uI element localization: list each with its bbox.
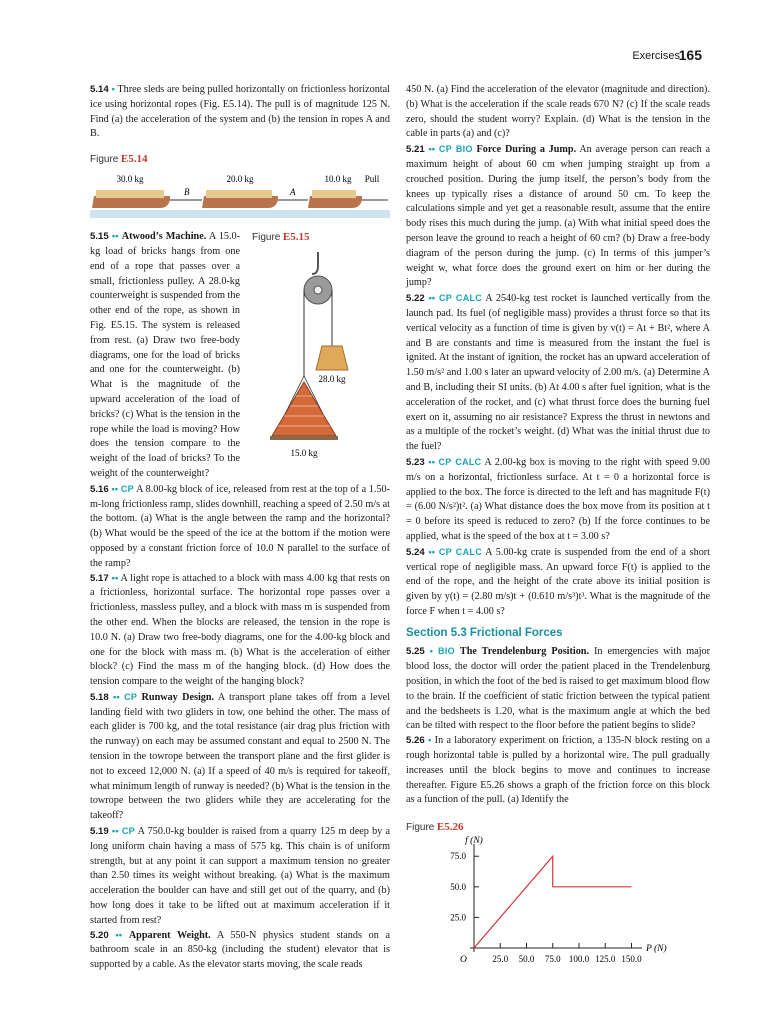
problem-number: 5.26 <box>406 735 425 747</box>
series-line <box>474 856 632 948</box>
pull-label: Pull <box>364 174 380 185</box>
problem-title: Apparent Weight. <box>128 929 211 941</box>
problem-text: A 550-N physics student stands on a bathroom scale in an 850-kg (including the student) elevator that is supported by a cable. As the elevator starts moving, the scale reads <box>90 929 391 971</box>
figure-label: Figure <box>406 822 435 834</box>
problem-5-25 <box>406 644 710 734</box>
problem-text: A transport plane takes off from a level landing field with two gliders in tow, one behind the other. The mass of each glider is 700 kg, and the total resistance (air drag plus friction with the runway) on each may be assumed constant and equal to 2500 N. The tension in the towrope between the transport plane and the first glider is not to exceed 12,000 N. (a) If a speed of 40 m/s is required for takeoff, what minimum length of runway is needed? (b) What is the tension in the towrope between the two gliders while they are accelerating for the takeoff? <box>90 691 391 822</box>
difficulty-dots: •• <box>428 293 436 305</box>
difficulty-dots: •• <box>111 483 119 495</box>
problem-tag: CP CALC <box>438 293 483 304</box>
problem-5-21 <box>406 142 710 291</box>
problem-number: 5.18 <box>90 691 109 703</box>
problem-text: In a laboratory experiment on friction, a 135-N block resting on a rough horizontal table is pulled by a horizontal wire. The pull gradually increases until the block begins to move and continues to increase thereafter. Figure E5.26 shows a graph of the friction force on this block as a function of the pull. (a) Identify the <box>406 735 711 806</box>
counterweight <box>316 346 348 370</box>
problem-tag: CP <box>124 691 138 702</box>
problem-tag: CP BIO <box>438 144 473 155</box>
problem-title: Force During a Jump. <box>476 144 577 156</box>
problem-number: 5.14 <box>90 84 109 95</box>
figure-caption <box>90 152 148 168</box>
friction-graph <box>406 836 706 968</box>
difficulty-dots: • <box>429 646 434 658</box>
difficulty-dots: •• <box>115 929 123 941</box>
pallet <box>270 436 338 440</box>
problem-5-14 <box>90 83 390 142</box>
atwood-diagram <box>240 246 390 476</box>
problem-title: Atwood’s Machine. <box>121 231 207 243</box>
problem-5-23 <box>406 455 710 545</box>
figure-caption <box>240 230 390 246</box>
problem-tag: CP <box>121 826 135 837</box>
difficulty-dots: •• <box>428 144 436 156</box>
difficulty-dots: •• <box>111 572 119 584</box>
ceiling-hook <box>312 252 318 274</box>
problem-number: 5.25 <box>406 646 425 658</box>
problem-text: An average person can reach a maximum height of about 60 cm when jumping straight up from a crouched position. During the jump itself, the person’s body from the knees up typically rises a distance of around 50 cm. To keep the calculations simple and yet get a reasonable result, assume that the entire body rises this much during the jump. (a) With what initial speed does the person leave the ground to reach a height of 60 cm? (b) Draw a free-body diagram of the person during the jump. (c) In terms of this jumper’s weight w, what force does the ground exert on him or her during the jump? <box>406 144 711 289</box>
figure-e5-14 <box>90 150 390 230</box>
problem-tag: CP CALC <box>438 546 482 557</box>
problem-5-18 <box>90 690 390 824</box>
problem-number: 5.22 <box>406 293 425 305</box>
problem-5-16 <box>90 482 390 572</box>
difficulty-dots: • <box>428 735 432 747</box>
difficulty-dots: •• <box>113 691 120 703</box>
problem-text: A 750.0-kg boulder is raised from a quarry 125 m deep by a long uniform chain having a mass of 575 kg. This chain is of uniform strength, but at any point it can support a maximum tension no greater than 2.50 times its weight without breaking. (a) What is the maximum acceleration the boulder can have and still get out of the quarry, and (b) how long does it take to be lifted out at maximum acceleration if it started from rest? <box>90 826 391 926</box>
problem-5-20-continued: 450 N. (a) Find the acceleration of the elevator (magnitude and direction). (b) What is the acceleration if the scale reads 670 N? (c) If the scale reads zero, should the student worry? Explain. (d) What is the tension in the cable in parts (a) and (c)? <box>406 84 710 140</box>
problem-number: 5.16 <box>90 483 109 495</box>
problem-text: A 5.00-kg crate is suspended from the end of a short vertical rope of negligible mass. An upward force F(t) is applied to the end of the rope, and the height of the crate above its initial position is given by y(t) = (2.80 m/s)t + (0.610 m/s³)t³. What is the magnitude of the force F when t = 4.00 s? <box>406 546 711 617</box>
problem-5-19 <box>90 824 390 929</box>
figure-caption <box>406 820 710 836</box>
problem-5-22 <box>406 291 710 455</box>
y-tick-label: 75.0 <box>450 851 466 862</box>
problem-number: 5.15 <box>90 231 109 243</box>
x-tick-label: 25.0 <box>492 954 509 965</box>
difficulty-dots: •• <box>428 546 436 558</box>
x-axis-label: P (N) <box>646 944 667 955</box>
figure-e5-26 <box>406 820 710 970</box>
x-tick-label: 100.0 <box>568 954 590 965</box>
problem-number: 5.19 <box>90 826 109 838</box>
problem-number: 5.24 <box>406 546 425 558</box>
problem-tag: BIO <box>438 646 455 657</box>
sled-load <box>206 190 272 198</box>
problem-number: 5.21 <box>406 144 425 156</box>
x-tick-label: 75.0 <box>544 954 561 965</box>
running-head-section: Exercises <box>632 50 680 62</box>
problem-text: Three sleds are being pulled horizontally on frictionless horizontal ice using horizontal ropes (Fig. E5.14). The pull is of magnitude 125 N. Find (a) the acceleration of the system and (b) the tension in ropes A and B. <box>90 84 390 140</box>
problem-text: A 2540-kg test rocket is launched vertically from the launch pad. Its fuel (of negligible mass) provides a thrust force so that its vertical velocity as a function of time is given by v(t) = At + Bt², where A and B are constants and time is measured from the instant the fuel is ignited. At the instant of ignition, the rocket has an upward acceleration of 1.50 m/s² and 1.00 s later an upward velocity of 2.00 m/s. (a) Determine A and B, including their SI units. (b) At 4.00 s after fuel ignition, what is the acceleration of the rocket, and (c) what thrust force does the burning fuel exert on it, assuming no air resistance? Express the thrust in newtons and as a multiple of the rocket’s weight. (d) What was the initial thrust due to the fuel? <box>406 293 711 453</box>
problem-5-17 <box>90 572 390 690</box>
brick-load <box>272 382 336 436</box>
problem-5-26 <box>406 734 710 808</box>
figure-number: E5.15 <box>282 231 310 244</box>
problem-text: A light rope is attached to a block with mass 4.00 kg that rests on a frictionless, horizontal surface. The horizontal rope passes over a frictionless, massless pulley, and a block with mass m is suspended from the other end. When the blocks are released, the tension in the rope is 10.0 N. (a) Draw two free-body diagrams, one for the 4.00-kg block and one for the block with mass m. (b) What is the acceleration of either block? (c) Find the mass m of the hanging block. (d) How does the tension compare to the weight of the hanging block? <box>90 572 391 688</box>
rope-b-label: B <box>184 187 190 198</box>
y-axis-label: f (N) <box>465 836 483 847</box>
sled-load <box>312 190 356 198</box>
x-tick-label: 125.0 <box>595 954 616 965</box>
problem-number: 5.17 <box>90 572 109 584</box>
ice-surface <box>90 210 390 218</box>
problem-text: A 15.0-kg load of bricks hangs from one end of a rope that passes over a small, frictionless pulley. A 28.0-kg counterweight is suspended from the other end of the rope, as shown in Fig. E5.15. The system is released from rest. (a) Draw two free-body diagrams, one for the load of bricks and one for the counterweight. (b) What is the magnitude of the upward acceleration of the load of bricks? (c) What is the tension in the rope while the load is moving? How does the tension compare to the weight of the load of bricks? To the weight of the counterweight? <box>90 231 241 479</box>
difficulty-dots: •• <box>111 826 119 838</box>
figure-label: Figure <box>252 232 281 244</box>
sleds-diagram <box>90 168 390 228</box>
figure-e5-15 <box>240 230 390 480</box>
difficulty-dots: •• <box>428 456 435 468</box>
mass-label: 10.0 kg <box>324 174 352 185</box>
problem-5-24 <box>406 545 710 620</box>
problem-title: The Trendelenburg Position. <box>459 646 590 658</box>
origin-label: O <box>460 955 467 966</box>
figure-number: E5.14 <box>120 153 148 166</box>
pulley-axle <box>314 286 322 294</box>
x-tick-label: 150.0 <box>621 954 642 965</box>
problem-title: Runway Design. <box>141 691 215 703</box>
y-tick-label: 50.0 <box>450 882 466 893</box>
y-tick-label: 25.0 <box>450 912 466 923</box>
problem-tag: CP CALC <box>438 456 482 467</box>
section-heading: Section 5.3 Frictional Forces <box>406 626 563 639</box>
counterweight-mass: 28.0 kg <box>318 373 346 384</box>
problem-text: In emergencies with major blood loss, the doctor will order the patient placed in the Trendelenburg position, in which the foot of the bed is raised to get maximum blood flow to the brain. If the coefficient of static friction between the typical patient and the bedsheets is 1.20, what is the maximum angle at which the bed can be tilted with respect to the floor before the patient begins to slide? <box>406 646 711 732</box>
problem-tag: CP <box>120 483 134 494</box>
x-tick-label: 50.0 <box>518 954 535 965</box>
problem-number: 5.23 <box>406 456 425 468</box>
problem-5-20 <box>90 929 390 973</box>
mass-label: 20.0 kg <box>226 174 254 185</box>
figure-label: Figure <box>90 154 119 166</box>
right-column <box>406 83 710 970</box>
difficulty-dots: •• <box>111 231 119 243</box>
problem-text: A 8.00-kg block of ice, released from rest at the top of a 1.50-m-long frictionless ramp, slides downhill, reaching a speed of 2.50 m/s at the bottom. (a) What is the angle between the ramp and the horizontal? (b) What would be the speed of the ice at the bottom if the motion were opposed by a constant friction force of 10.0 N parallel to the surface of the ramp? <box>90 483 391 569</box>
figure-number: E5.26 <box>436 821 464 834</box>
difficulty-dots: • <box>111 84 115 95</box>
sled-load <box>96 190 164 198</box>
rope-a-label: A <box>290 187 296 198</box>
mass-label: 30.0 kg <box>116 174 144 185</box>
problem-text: A 2.00-kg box is moving to the right with speed 9.00 m/s on a horizontal, frictionless surface. At t = 0 a horizontal force is applied to the box. The force is directed to the left and has magnitude F(t) = (6.00 N/s²)t². (a) What distance does the box move from its position at t = 0 before its speed is reduced to zero? (b) If the force continues to be applied, what is the speed of the box at t = 3.00 s? <box>406 456 711 542</box>
problem-number: 5.20 <box>90 929 109 941</box>
bricks-mass: 15.0 kg <box>290 447 318 458</box>
left-column <box>90 83 390 973</box>
page-number: 165 <box>678 47 702 63</box>
